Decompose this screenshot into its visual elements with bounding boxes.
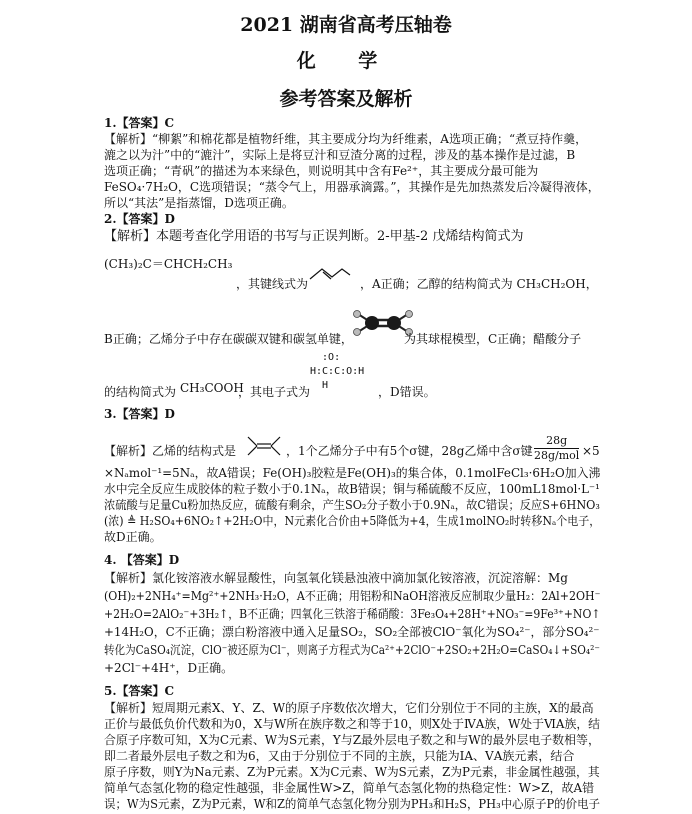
- q2-line-1: 【解析】本题考查化学用语的书写与正误判断。2-甲基-2 戊烯结构简式为: [104, 229, 524, 244]
- subject-title: 化 学: [296, 50, 396, 72]
- q5-line-1: 【解析】短周期元素X、Y、Z、W的原子序数依次增大，它们分别位于不同的主族，X的最高: [104, 701, 594, 715]
- exam-title: 2021 湖南省高考压轴卷: [240, 14, 452, 36]
- q4-line-4: +14H₂O，C不正确；漂白粉溶液中通入足量SO₂，SO₂全部被ClO⁻氧化为SO₄²⁻，部分SO₄²⁻: [104, 625, 600, 639]
- acetic-acid-lewis-bot: H: [310, 380, 329, 391]
- q3-line-1a: 【解析】乙烯的结构式是: [104, 444, 237, 458]
- q3-fraction-denominator: 28g/mol: [534, 449, 580, 462]
- q2-acetic-acid-formula: CH₃COOH: [180, 381, 244, 395]
- q1-line-5: 所以“其法”是指蒸馏，D选项正确。: [104, 196, 294, 210]
- q1-answer: 1.【答案】C: [104, 116, 175, 130]
- q5-line-5: 原子序数，则Y为Na元素、Z为P元素。X为C元素、W为S元素，Z为P元素，非金属性越强，其: [104, 765, 600, 779]
- q2-line-4a: B正确；乙烯分子中存在碳碳双键和碳氢单键，: [104, 332, 353, 346]
- q3-line-1b: ，1个乙烯分子中有5个σ键，28g乙烯中含σ键: [286, 444, 533, 458]
- q4-line-3: +2H₂O=2AlO₂⁻+3H₂↑，B不正确；四氧化三铁溶于稀硝酸：3Fe₃O₄+28H⁺+NO₃⁻=9Fe³⁺+NO↑: [104, 607, 601, 621]
- q1-line-3: 选项正确；“青矾”的描述为本来绿色，则说明其中含有Fe²⁺，其主要成分最可能为: [104, 164, 539, 178]
- q3-line-6: 故D正确。: [104, 530, 162, 544]
- q5-line-2: 正价与最低负价代数和为0，X与W所在族序数之和等于10，则X处于ⅣA族，W处于ⅥA族，结: [104, 717, 601, 731]
- q2-formula-2methyl2pentene: (CH₃)₂C＝CHCH₂CH₃: [104, 257, 233, 271]
- skeletal-formula-icon: [308, 263, 352, 285]
- q3-answer: 3.【答案】D: [104, 407, 175, 421]
- q1-line-1: 【解析】“柳絮”和棉花都是植物纤维，其主要成分均为纤维素，A选项正确；“煮豆持作羹，: [104, 132, 588, 146]
- q4-line-6: +2Cl⁻+4H⁺，D正确。: [104, 661, 234, 675]
- q2-line-3a: ，其键线式为: [236, 277, 309, 291]
- q2-line-4b: 为其球棍模型，C正确；醋酸分子: [404, 332, 582, 346]
- acetic-acid-lewis-top: :O:: [310, 352, 341, 363]
- q1-line-4: FeSO₄·7H₂O，C选项错误；“蒸令气上，用器承滴露。”，其操作是先加热蒸发后冷凝得液体，: [104, 180, 600, 194]
- q3-line-1c: ×5: [582, 444, 600, 458]
- q4-answer: 4. 【答案】D: [104, 553, 180, 567]
- ethylene-structural-formula-icon: [244, 434, 284, 458]
- q2-line-3b: ，A正确；乙醇的结构简式为 CH₃CH₂OH，: [360, 277, 598, 291]
- q3-fraction-numerator: 28g: [534, 434, 579, 449]
- acetic-acid-lewis-mid: H:C:C:O:H: [310, 366, 365, 377]
- q3-fraction: [534, 434, 579, 463]
- q4-line-1: 【解析】氯化铵溶液水解显酸性，向氢氧化镁悬浊液中滴加氯化铵溶液，沉淀溶解：Mg: [104, 571, 568, 585]
- q3-line-3: 水中完全反应生成胶体的粒子数小于0.1Nₐ，故B错误；铜与稀硫酸不反应，100mL18mol·L⁻¹: [104, 482, 600, 496]
- q1-line-2: 漉之以为汁”中的“漉汁”，实际上是将豆汁和豆渣分离的过程，涉及的基本操作是过滤，B: [104, 148, 576, 162]
- q5-answer: 5.【答案】C: [104, 684, 175, 698]
- q2-line-5d: ，D错误。: [378, 385, 436, 399]
- q4-line-2: (OH)₂+2NH₄⁺=Mg²⁺+2NH₃·H₂O，A不正确；用铝粉和NaOH溶液反应制取少量H₂：2Al+2OH⁻: [104, 589, 601, 603]
- answer-subtitle: 参考答案及解析: [279, 88, 413, 110]
- q3-line-4: 浓硫酸与足量Cu粉加热反应，硫酸有剩余，产生SO₂分子数小于0.9Nₐ，故C错误；反应S+6HNO₃: [104, 498, 600, 512]
- q5-line-3: 合原子序数可知，X为C元素、W为S元素，Y与Z最外层电子数之和与W的最外层电子数相等，: [104, 733, 600, 747]
- q2-line-5a: 的结构简式为: [104, 385, 177, 399]
- q2-line-5c: ，其电子式为: [238, 385, 311, 399]
- q4-line-5: 转化为CaSO₄沉淀，ClO⁻被还原为Cl⁻，则离子方程式为Ca²⁺+2ClO⁻+2SO₂+2H₂O=CaSO₄↓+SO₄²⁻: [104, 643, 600, 657]
- q3-line-5: (浓) ≜ H₂SO₄+6NO₂↑+2H₂O中，N元素化合价由+5降低为+4，生成1molNO₂时转移Nₐ个电子，: [104, 514, 601, 528]
- q5-line-4: 即二者最外层电子数之和为6，又由于分别位于不同的主族，只能为ⅠA、ⅤA族元素，结合: [104, 749, 575, 763]
- q3-line-2: ×Nₐmol⁻¹=5Nₐ，故A错误；Fe(OH)₃胶粒是Fe(OH)₃的集合体，0.1molFeCl₃·6H₂O加入沸: [104, 466, 601, 480]
- q5-line-6: 简单气态氢化物的稳定性越强，非金属性W>Z，简单气态氢化物的热稳定性：W>Z，故A错: [104, 781, 595, 795]
- q2-answer: 2.【答案】D: [104, 212, 175, 226]
- q5-line-7: 误；W为S元素，Z为P元素，W和Z的简单气态氢化物分别为PH₃和H₂S，PH₃中心原子P的价电子: [104, 797, 601, 811]
